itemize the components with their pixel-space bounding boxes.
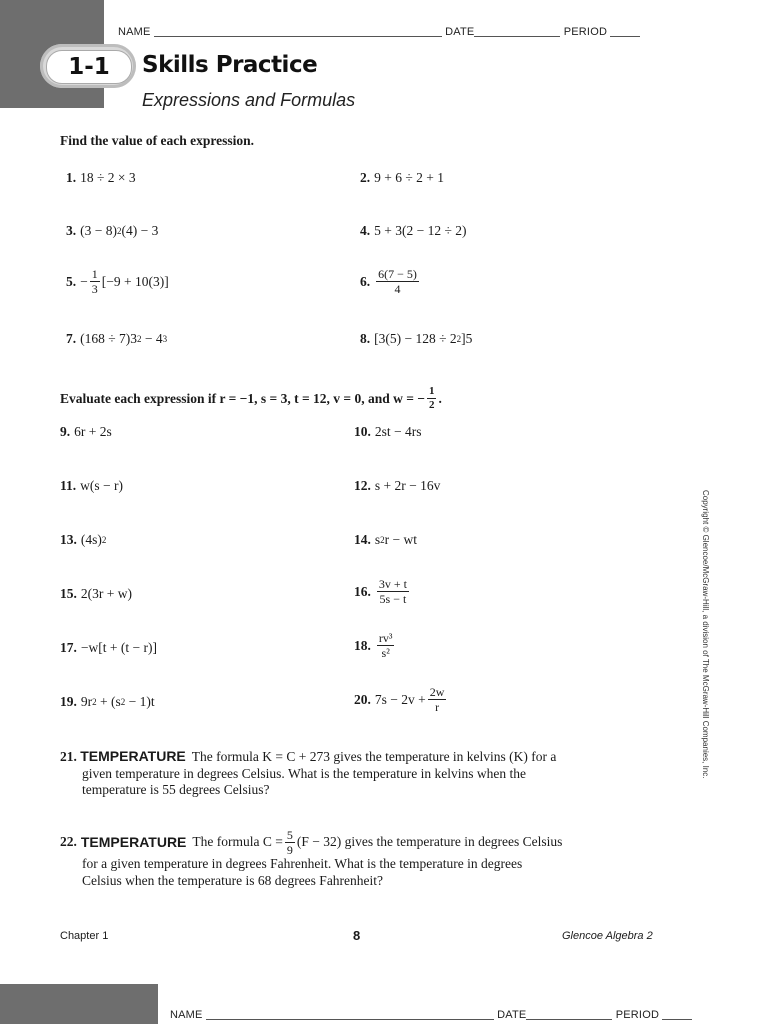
- problem-1: 1. 18 ÷ 2 × 3: [66, 170, 136, 185]
- word-problem-21: 21. TEMPERATURE The formula K = C + 273 gives the temperature in kelvins (K) for a given temperature in degrees Celsius. What is the temperature in kelvins when the temperature is 55 degrees Celsius?: [60, 748, 557, 797]
- problem-10: 10. 2st − 4rs: [354, 424, 422, 439]
- name-line[interactable]: [206, 1009, 494, 1020]
- problem-6: 6. $\frac{6(7 - 5)}{4}$: [360, 267, 417, 296]
- problem-20: 20. 7s − 2v + $\frac{2w}{r}$: [354, 685, 445, 714]
- problem-15: 15. 2(3r + w): [60, 586, 132, 601]
- name-label: NAME: [118, 26, 151, 38]
- problem-7: 7. (168 ÷ 7)3 2 − 4 3: [66, 331, 168, 346]
- header-fields: [118, 26, 640, 38]
- section2-instruction: Evaluate each expression if r = −1, s = 3, t = 12, v = 0, and w = − $\frac{1}{2}$ .: [60, 385, 442, 411]
- problem-13: 13. (4s) 2: [60, 532, 107, 547]
- period-label: PERIOD: [563, 26, 608, 38]
- problem-3: 3. (3 − 8) 2 (4) − 3: [66, 223, 159, 238]
- section1-instruction: Find the value of each expression.: [60, 133, 255, 148]
- footer-page-number: 8: [353, 928, 361, 943]
- footer-chapter: Chapter 1: [60, 930, 109, 942]
- fraction: $\frac{2w}{r}$: [429, 685, 445, 714]
- problem-5: 5. − $\frac{1}{3}$ [−9 + 10(3)]: [66, 267, 169, 296]
- fraction: $\frac{3v + t}{5s - t}$: [378, 577, 407, 606]
- word-problem-22: 22. TEMPERATURE The formula C = $\frac{5}{9}$ (F − 32) gives the temperature in degrees Celsius for a given temperature in degrees Fahrenheit. What is the temperature in degrees Celsius when the temperature is 68 degrees Fahrenheit?: [60, 827, 563, 888]
- problem-2: 2. 9 + 6 ÷ 2 + 1: [360, 170, 445, 185]
- copyright-notice: Copyright © Glencoe/McGraw-Hill, a division of The McGraw-Hill Companies, Inc.: [701, 490, 710, 779]
- lesson-number: 1-1: [46, 50, 132, 84]
- page-title: Skills Practice: [142, 52, 318, 78]
- problem-9: 9. 6r + 2s: [60, 424, 112, 439]
- problem-19: 19. 9r 2 + (s 2 − 1)t: [60, 694, 155, 709]
- name-line[interactable]: [154, 26, 442, 37]
- period-line[interactable]: [610, 26, 640, 37]
- problem-8: 8. [3(5) − 128 ÷ 2 2 ]5: [360, 331, 473, 346]
- problem-4: 4. 5 + 3(2 − 12 ÷ 2): [360, 223, 467, 238]
- fraction: $\frac{1}{2}$: [428, 385, 435, 411]
- period-label: PERIOD: [615, 1009, 660, 1021]
- fraction: $\frac{5}{9}$: [286, 827, 293, 857]
- name-label: NAME: [170, 1009, 203, 1021]
- fraction: $\frac{1}{3}$: [91, 267, 98, 296]
- problem-12: 12. s + 2r − 16v: [354, 478, 441, 493]
- chapter-tab-bottom: [0, 984, 158, 1024]
- problem-14: 14. s 2 r − wt: [354, 532, 417, 547]
- date-line[interactable]: [474, 26, 560, 37]
- period-line[interactable]: [662, 1009, 692, 1020]
- date-label: DATE: [497, 1009, 527, 1021]
- page-subtitle: Expressions and Formulas: [142, 90, 356, 110]
- problem-17: 17. −w[t + (t − r)]: [60, 640, 157, 655]
- next-page-header-fields: [170, 1009, 692, 1021]
- fraction: $\frac{\text{rv³}}{\text{s²}}$: [378, 631, 393, 660]
- problem-16: 16. $\frac{3v + t}{5s - t}$: [354, 577, 407, 606]
- date-label: DATE: [445, 26, 475, 38]
- footer-book-title: Glencoe Algebra 2: [562, 930, 653, 942]
- fraction: $\frac{6(7 - 5)}{4}$: [378, 267, 417, 296]
- problem-18: 18. $\frac{\text{rv³}}{\text{s²}}$: [354, 631, 393, 660]
- problem-11: 11. w(s − r): [60, 478, 123, 493]
- date-line[interactable]: [526, 1009, 612, 1020]
